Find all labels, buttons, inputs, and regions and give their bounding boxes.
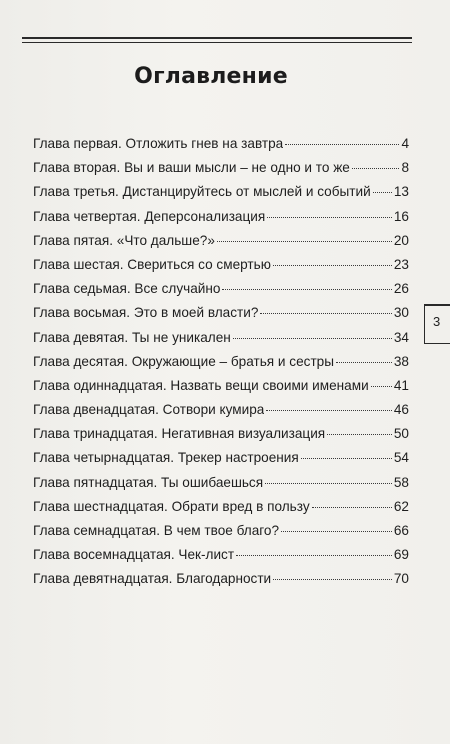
side-tab-top-line	[425, 304, 450, 306]
toc-dot-leader	[266, 410, 392, 411]
toc-entry-page: 13	[393, 184, 409, 200]
toc-entry-label: Глава восьмая. Это в моей власти?	[33, 305, 259, 321]
toc-entry-page: 62	[393, 498, 409, 514]
side-tab-bottom-line	[425, 343, 450, 345]
toc-entry	[33, 229, 409, 253]
toc-dot-leader	[373, 192, 392, 193]
toc-dot-leader	[312, 507, 392, 508]
toc-entry	[33, 301, 409, 325]
toc-entry-label: Глава вторая. Вы и ваши мысли – не одно и то же	[33, 160, 350, 176]
toc-entry-page: 30	[393, 305, 409, 321]
toc-entry-label: Глава третья. Дистанцируйтесь от мыслей и событий	[33, 184, 371, 200]
toc-dot-leader	[281, 531, 392, 532]
toc-entry-page: 69	[393, 547, 409, 563]
toc-entry-label: Глава шестнадцатая. Обрати вред в пользу	[33, 498, 310, 514]
table-of-contents	[33, 132, 409, 592]
toc-entry	[33, 132, 409, 156]
toc-entry-label: Глава десятая. Окружающие – братья и сестры	[33, 353, 335, 369]
toc-entry-label: Глава одиннадцатая. Назвать вещи своими именами	[33, 377, 369, 393]
toc-dot-leader	[265, 483, 392, 484]
toc-entry-page: 41	[393, 377, 409, 393]
toc-entry-label: Глава пятая. «Что дальше?»	[33, 232, 215, 248]
toc-dot-leader	[273, 579, 392, 580]
toc-entry-label: Глава первая. Отложить гнев на завтра	[33, 136, 284, 151]
toc-entry	[33, 277, 409, 301]
toc-dot-leader	[285, 144, 399, 145]
toc-entry-page: 50	[393, 426, 409, 442]
side-page-number: 3	[433, 314, 441, 329]
toc-title: Оглавление	[134, 64, 288, 89]
toc-entry	[33, 446, 409, 470]
header-rule-thick	[22, 37, 412, 39]
toc-entry	[33, 374, 409, 398]
toc-entry-page: 4	[401, 136, 409, 151]
toc-entry-label: Глава шестая. Свериться со смертью	[33, 256, 271, 272]
toc-entry-label: Глава девятая. Ты не уникален	[33, 329, 231, 345]
toc-entry	[33, 180, 409, 204]
toc-entry-page: 58	[393, 474, 409, 490]
toc-entry-page: 20	[393, 232, 409, 248]
toc-entry	[33, 156, 409, 180]
toc-entry-page: 34	[393, 329, 409, 345]
toc-dot-leader	[233, 338, 392, 339]
toc-entry-page: 66	[393, 523, 409, 538]
toc-entry	[33, 205, 409, 229]
header-rule-thin	[22, 42, 412, 43]
toc-dot-leader	[222, 289, 391, 290]
toc-entry-page: 70	[393, 571, 409, 587]
toc-entry-page: 23	[393, 256, 409, 272]
toc-entry	[33, 398, 409, 422]
toc-entry	[33, 543, 409, 567]
toc-dot-leader	[336, 362, 392, 363]
toc-entry	[33, 422, 409, 446]
toc-entry	[33, 471, 409, 495]
toc-entry-label: Глава четвертая. Деперсонализация	[33, 208, 266, 224]
toc-entry	[33, 253, 409, 277]
toc-entry	[33, 326, 409, 350]
toc-entry-label: Глава восемнадцатая. Чек-лист	[33, 547, 235, 563]
toc-dot-leader	[371, 386, 392, 387]
toc-entry-page: 38	[393, 353, 409, 369]
toc-entry-page: 8	[401, 160, 409, 176]
toc-entry-page: 46	[393, 402, 409, 418]
toc-entry-label: Глава двенадцатая. Сотвори кумира	[33, 402, 265, 418]
toc-entry	[33, 567, 409, 591]
toc-dot-leader	[236, 555, 392, 556]
toc-entry-page: 16	[393, 208, 409, 224]
toc-entry-label: Глава семнадцатая. В чем твое благо?	[33, 523, 280, 538]
toc-entry-page: 26	[393, 281, 409, 297]
toc-entry-label: Глава тринадцатая. Негативная визуализация	[33, 426, 326, 442]
toc-dot-leader	[327, 434, 392, 435]
toc-entry-page: 54	[393, 450, 409, 466]
toc-entry	[33, 519, 409, 543]
side-page-tab	[424, 304, 450, 344]
toc-dot-leader	[267, 217, 392, 218]
toc-entry	[33, 350, 409, 374]
toc-entry-label: Глава четырнадцатая. Трекер настроения	[33, 450, 299, 466]
toc-entry-label: Глава пятнадцатая. Ты ошибаешься	[33, 474, 264, 490]
toc-dot-leader	[217, 241, 392, 242]
toc-dot-leader	[273, 265, 392, 266]
toc-entry-label: Глава девятнадцатая. Благодарности	[33, 571, 272, 587]
toc-entry-label: Глава седьмая. Все случайно	[33, 281, 221, 297]
toc-entry	[33, 495, 409, 519]
toc-dot-leader	[260, 313, 391, 314]
toc-dot-leader	[352, 168, 400, 169]
toc-dot-leader	[301, 458, 392, 459]
